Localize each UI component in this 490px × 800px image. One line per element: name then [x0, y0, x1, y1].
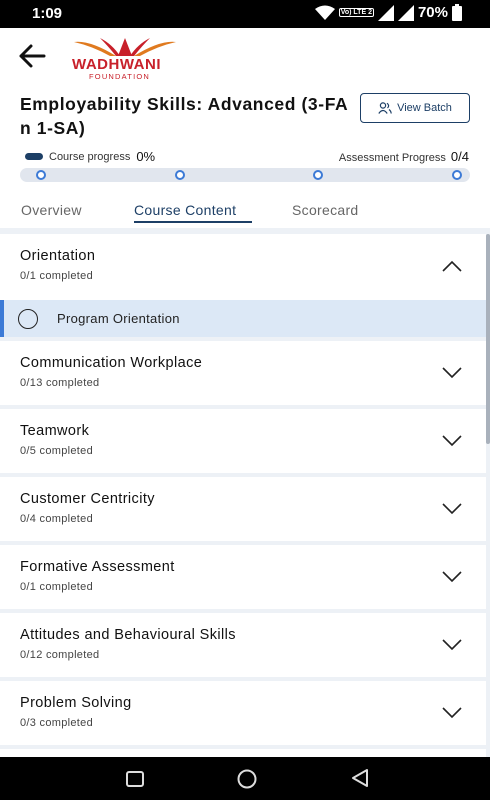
section-attitudes-behavioural-skills[interactable]	[0, 613, 486, 677]
section-progress: 0/12 completed	[20, 649, 100, 661]
chevron-down-icon[interactable]	[442, 367, 462, 379]
section-progress: 0/4 completed	[20, 513, 93, 525]
section-progress: 0/5 completed	[20, 445, 93, 457]
system-nav-bar	[0, 757, 490, 800]
assessment-progress-track	[20, 168, 470, 182]
assessment-milestone-dot	[36, 170, 46, 180]
lesson-status-circle-icon	[18, 309, 38, 329]
tab-overview[interactable]: Overview	[21, 202, 82, 218]
recents-icon[interactable]	[125, 770, 145, 788]
chevron-down-icon[interactable]	[442, 435, 462, 447]
section-formative-assessment[interactable]	[0, 545, 486, 609]
battery-icon	[452, 4, 462, 21]
section-teamwork[interactable]	[0, 409, 486, 473]
home-icon[interactable]	[236, 768, 258, 790]
volte-label: Vo) LTE 2	[340, 9, 372, 16]
course-progress-value: 0%	[136, 149, 156, 164]
logo-subtext: FOUNDATION	[89, 72, 151, 81]
tab-course-content[interactable]: Course Content	[134, 202, 237, 218]
assessment-milestone-dot	[452, 170, 462, 180]
scrollbar[interactable]	[486, 234, 490, 444]
lesson-program-orientation[interactable]	[0, 300, 486, 337]
status-bar	[0, 0, 490, 28]
back-arrow-icon[interactable]	[16, 42, 48, 70]
chevron-down-icon[interactable]	[442, 571, 462, 583]
volte-indicator	[339, 8, 374, 17]
section-title: Orientation	[20, 248, 96, 264]
wifi-icon	[315, 5, 335, 21]
view-batch-label: View Batch	[397, 102, 452, 114]
active-tab-indicator	[134, 221, 252, 223]
section-progress: 0/3 completed	[20, 717, 93, 729]
section-problem-solving[interactable]	[0, 681, 486, 745]
view-batch-button[interactable]	[360, 93, 470, 123]
course-content-list	[0, 234, 486, 757]
section-title: Attitudes and Behavioural Skills	[20, 627, 236, 643]
section-title: Communication Workplace	[20, 355, 203, 371]
section-title: Problem Solving	[20, 695, 132, 711]
course-title: Employability Skills: Advanced (3-FA n 1-SA)	[20, 94, 348, 138]
assessment-progress-value: 0/4	[450, 149, 469, 164]
chevron-down-icon[interactable]	[442, 503, 462, 515]
section-title: Teamwork	[20, 423, 90, 439]
app-header	[0, 28, 490, 88]
course-progress-label: Course progress	[49, 150, 131, 163]
assessment-progress	[339, 149, 469, 164]
logo-emblem-icon	[70, 36, 180, 58]
section-communication-workplace[interactable]	[0, 341, 486, 405]
tab-bar	[0, 200, 490, 228]
section-title: Formative Assessment	[20, 559, 175, 575]
course-progress	[25, 149, 155, 164]
battery-percent: 70%	[417, 4, 448, 21]
lesson-label: Program Orientation	[57, 311, 180, 326]
assessment-milestone-dot	[313, 170, 323, 180]
logo-text: WADHWANI	[72, 56, 161, 73]
section-progress: 0/13 completed	[20, 377, 100, 389]
signal-icon	[398, 5, 414, 21]
status-time: 1:09	[32, 5, 63, 22]
tab-scorecard[interactable]: Scorecard	[292, 202, 359, 218]
section-partial-next[interactable]	[0, 749, 486, 757]
course-progress-legend	[25, 153, 43, 160]
section-customer-centricity[interactable]	[0, 477, 486, 541]
section-orientation[interactable]	[0, 234, 486, 300]
chevron-down-icon[interactable]	[442, 639, 462, 651]
assessment-milestone-dot	[175, 170, 185, 180]
chevron-down-icon[interactable]	[442, 707, 462, 719]
status-icons	[315, 4, 462, 21]
section-title: Customer Centricity	[20, 491, 155, 507]
wadhwani-logo	[70, 36, 180, 80]
assessment-progress-label: Assessment Progress	[338, 152, 446, 164]
back-triangle-icon[interactable]	[350, 768, 370, 788]
signal-icon	[378, 5, 394, 21]
chevron-up-icon[interactable]	[442, 260, 462, 272]
section-progress: 0/1 completed	[20, 270, 93, 282]
section-progress: 0/1 completed	[20, 581, 93, 593]
users-icon	[378, 102, 392, 114]
